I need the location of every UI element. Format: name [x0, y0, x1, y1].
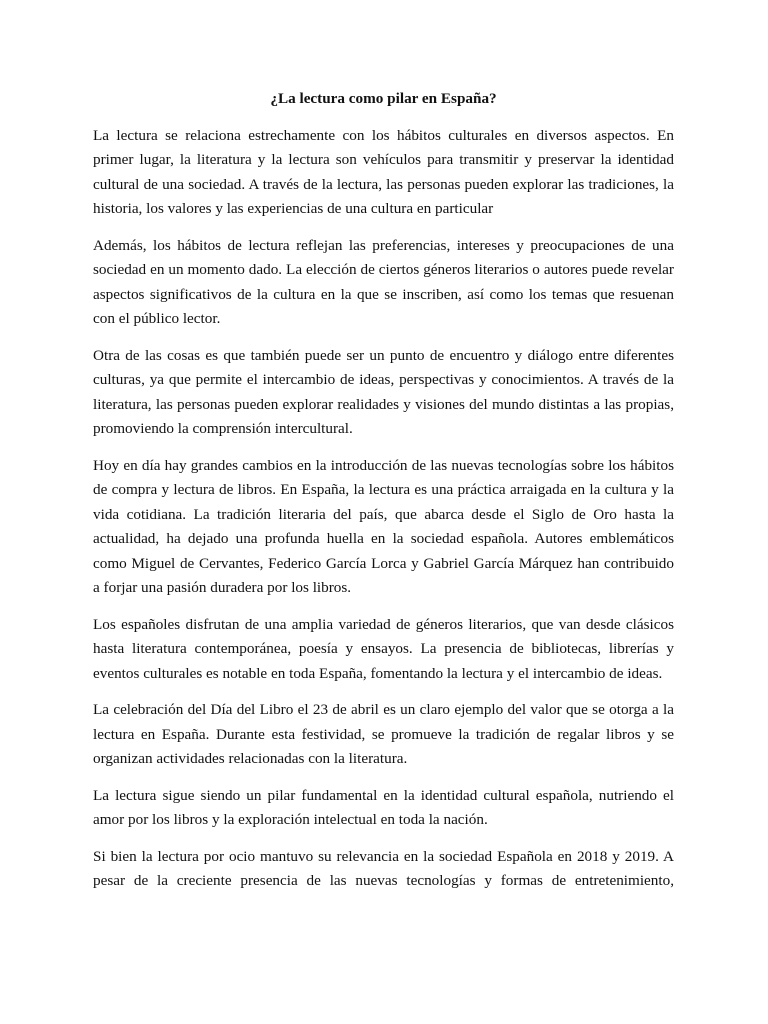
paragraph-5: Los españoles disfrutan de una amplia variedad de géneros literarios, que van desde clásicos hasta literatura contemporánea, poesía y ensayos. La presencia de bibliotecas, librerías y eventos culturales es notable en toda España, fomentando la lectura y el intercambio de ideas.	[93, 615, 674, 682]
paragraph-4: Hoy en día hay grandes cambios en la introducción de las nuevas tecnologías sobre los hábitos de compra y lectura de libros. En España, la lectura es una práctica arraigada en la cultura y la vida cotidiana. La tradición literaria del país, que abarca desde el Siglo de Oro hasta la actualidad, ha dejado una profunda huella en la sociedad española. Autores emblemáticos como Miguel de Cervantes, Federico García Lorca y Gabriel García Márquez han contribuido a forjar una pasión duradera por los libros.	[93, 456, 674, 596]
paragraph-7: La lectura sigue siendo un pilar fundamental en la identidad cultural española, nutriendo el amor por los libros y la exploración intelectual en toda la nación.	[93, 786, 674, 828]
paragraph-8: Si bien la lectura por ocio mantuvo su relevancia en la sociedad Española en 2018 y 2019. A pesar de la creciente presencia de las nuevas tecnologías y formas de entretenimiento,	[93, 847, 674, 889]
document-page	[93, 87, 674, 894]
paragraph-3: Otra de las cosas es que también puede ser un punto de encuentro y diálogo entre diferentes culturas, ya que permite el intercambio de ideas, perspectivas y conocimientos. A través de la literatura, las personas pueden explorar realidades y visiones del mundo distintas a las propias, promoviendo la comprensión intercultural.	[93, 346, 674, 437]
paragraph-1: La lectura se relaciona estrechamente con los hábitos culturales en diversos aspectos. En primer lugar, la literatura y la lectura son vehículos para transmitir y preservar la identidad cultural de una sociedad. A través de la lectura, las personas pueden explorar las tradiciones, la historia, los valores y las experiencias de una cultura en particular	[93, 126, 674, 217]
paragraph-6: La celebración del Día del Libro el 23 de abril es un claro ejemplo del valor que se otorga a la lectura en España. Durante esta festividad, se promueve la tradición de regalar libros y se organizan actividades relacionadas con la literatura.	[93, 701, 674, 767]
document-title: ¿La lectura como pilar en España?	[270, 90, 497, 107]
paragraph-2: Además, los hábitos de lectura reflejan las preferencias, intereses y preocupaciones de una sociedad en un momento dado. La elección de ciertos géneros literarios o autores puede revelar aspectos significativos de la cultura en la que se inscriben, así como los temas que resuenan con el público lector.	[93, 236, 674, 327]
